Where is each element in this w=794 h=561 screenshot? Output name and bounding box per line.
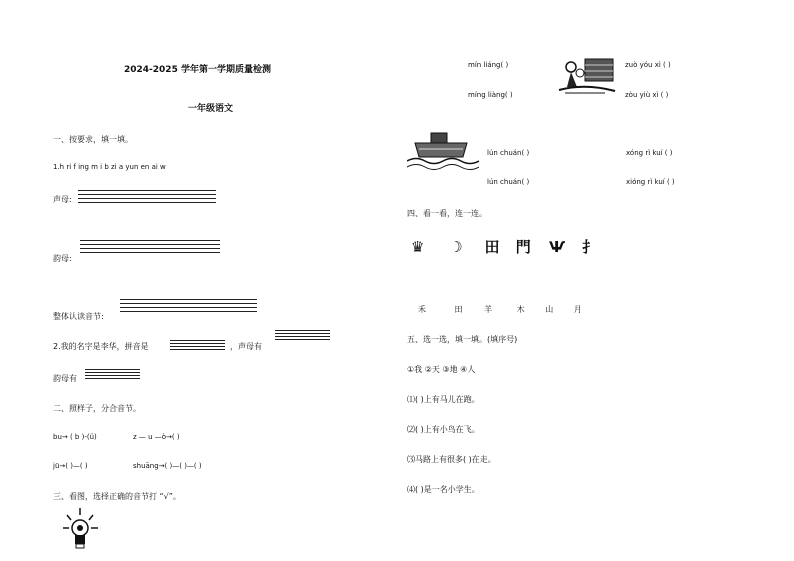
pinyin-option-1[interactable]: mín liáng( ) (468, 61, 509, 69)
children-playing-picture (555, 55, 617, 97)
split-example-1: bu→ ( b )-(ü) (53, 433, 97, 441)
oracle-glyph-grain[interactable]: ⺘ (582, 238, 598, 256)
fill-question-4[interactable]: ⑷( )是一名小学生。 (407, 485, 480, 494)
oracle-glyph-wood[interactable]: ⾨ (515, 238, 531, 256)
zhengti-writing-lines[interactable] (120, 299, 257, 315)
section-2-heading: 二、照样子，分合音节。 (53, 404, 141, 413)
zhengti-label: 整体认读音节: (53, 312, 104, 321)
section-4-heading: 四、看一看，连一连。 (407, 209, 487, 218)
oracle-glyph-row (411, 236, 602, 257)
q2-mid-text: ，声母有 (230, 342, 262, 351)
char-yang[interactable]: 羊 (484, 305, 493, 314)
oracle-glyph-moon[interactable]: ☽ (449, 238, 463, 256)
char-mu[interactable]: 木 (516, 305, 525, 314)
yunmu-writing-lines[interactable] (80, 240, 220, 256)
split-row-shuang[interactable]: shuāng→( )—( )—( ) (133, 462, 202, 470)
pinyin-option-2[interactable]: míng liàng( ) (468, 91, 513, 99)
section-5-heading: 五、选一选，填一填。(填序号) (407, 335, 518, 344)
letters-list: 1.h ri f ing m i b zi a yun en ai w (53, 163, 166, 171)
split-row-ju[interactable]: jū→( )—( ) (53, 462, 88, 470)
pinyin-option-7[interactable]: xóng rì kuí ( ) (626, 149, 673, 157)
yunmu-label: 韵母: (53, 254, 72, 263)
yunmu-answer-lines[interactable] (85, 369, 140, 381)
exam-subtitle: 一年级语文 (188, 104, 234, 114)
q2-text: 2.我的名字是李华，拼音是 (53, 342, 149, 351)
oracle-glyph-field[interactable]: 田 (484, 238, 500, 256)
choice-options: ①我 ②天 ③地 ④人 (407, 365, 476, 374)
char-row (418, 304, 594, 315)
shengmu-answer-lines[interactable] (275, 330, 330, 342)
split-example-2[interactable]: z — u —ò→( ) (133, 433, 180, 441)
pinyin-option-6[interactable]: lún chuán( ) (487, 178, 530, 186)
exam-title: 2024-2025 学年第一学期质量检测 (124, 65, 271, 75)
ship-picture (407, 129, 479, 171)
oracle-glyph-mountain[interactable]: ♛ (411, 238, 425, 256)
light-bulb-picture (60, 503, 105, 555)
fill-question-3[interactable]: ⑶马路上有很多( )在走。 (407, 455, 496, 464)
pinyin-option-5[interactable]: lún chuán( ) (487, 149, 530, 157)
shengmu-writing-lines[interactable] (78, 190, 216, 206)
q2-yunmu-label: 韵母有 (53, 374, 77, 383)
pinyin-option-4[interactable]: zòu yiù xì ( ) (625, 91, 669, 99)
section-3-heading: 三、看图，选择正确的音节打 “√”。 (53, 492, 181, 501)
pinyin-option-3[interactable]: zuò yóu xì ( ) (625, 61, 671, 69)
char-yue[interactable]: 月 (573, 305, 582, 314)
oracle-glyph-sheep[interactable]: Ѱ (548, 238, 566, 256)
char-he[interactable]: 禾 (418, 305, 426, 314)
pinyin-writing-lines[interactable] (170, 340, 225, 352)
pinyin-option-8[interactable]: xióng rì kuí ( ) (626, 178, 675, 186)
section-1-heading: 一、按要求，填一填。 (53, 135, 133, 144)
fill-question-1[interactable]: ⑴( )上有马儿在跑。 (407, 395, 480, 404)
shengmu-label: 声母: (53, 195, 72, 204)
fill-question-2[interactable]: ⑵( )上有小鸟在飞。 (407, 425, 480, 434)
char-tian[interactable]: 田 (454, 305, 463, 314)
char-shan[interactable]: 山 (545, 305, 554, 314)
